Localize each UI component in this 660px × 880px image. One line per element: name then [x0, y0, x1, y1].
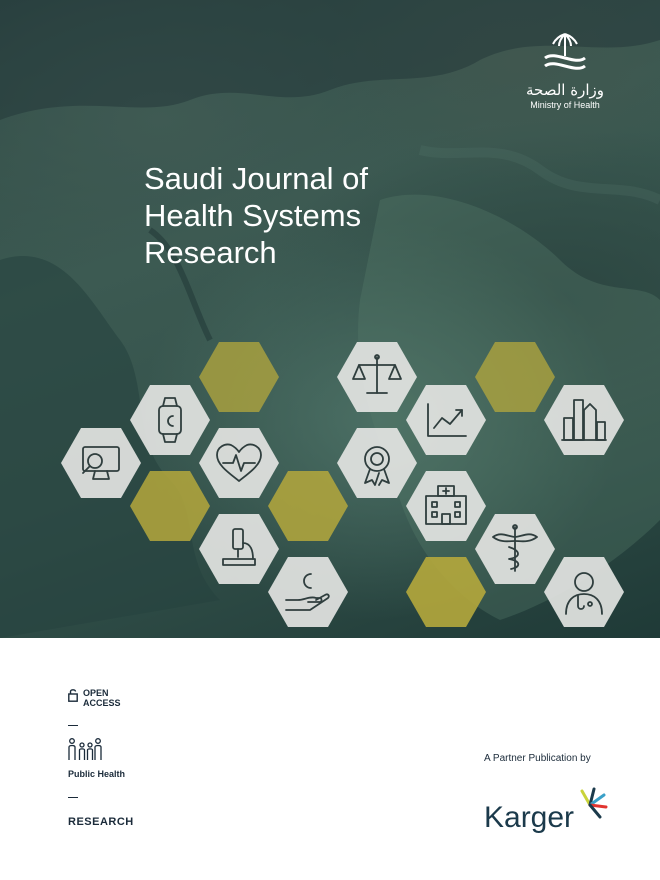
hexagon-tile	[61, 428, 141, 498]
karger-logo	[478, 793, 628, 843]
hexagon-tile-yellow	[406, 557, 486, 627]
hexagon-tile-yellow	[130, 471, 210, 541]
hexagon-tile	[544, 385, 624, 455]
journal-title-line: Research	[144, 235, 277, 270]
ministry-arabic-name: وزارة الصحة	[526, 81, 604, 99]
hexagon-tile	[130, 385, 210, 455]
open-access-line: ACCESS	[83, 698, 121, 708]
lock-icon	[68, 688, 78, 702]
ministry-english-name: Ministry of Health	[530, 100, 600, 110]
hexagon-tile	[199, 514, 279, 584]
article-type: RESEARCH	[68, 816, 134, 828]
people-icon	[68, 738, 102, 760]
divider-dash	[68, 797, 78, 798]
hexagon-tile-yellow	[268, 471, 348, 541]
karger-star-icon	[570, 787, 610, 823]
hexagon-tile	[544, 557, 624, 627]
hexagon-tile-yellow	[199, 342, 279, 412]
cover-footer	[0, 638, 660, 880]
open-access-badge	[68, 688, 121, 708]
hexagon-tile	[406, 385, 486, 455]
category-block	[68, 738, 125, 779]
category-label: Public Health	[68, 769, 126, 779]
hexagon-tile	[268, 557, 348, 627]
partner-publication-text: A Partner Publication by	[484, 753, 591, 764]
hexagon-tile	[337, 342, 417, 412]
hexagon-tile	[475, 514, 555, 584]
hexagon-tile-yellow	[475, 342, 555, 412]
hexagon-tile	[199, 428, 279, 498]
karger-wordmark: Karger	[484, 801, 575, 834]
journal-title-line: Health Systems	[144, 198, 362, 233]
divider-dash	[68, 725, 78, 726]
hexagon-tile	[406, 471, 486, 541]
journal-title-line: Saudi Journal of	[144, 161, 369, 196]
hexagon-tile	[337, 428, 417, 498]
open-access-line: OPEN	[83, 688, 109, 698]
